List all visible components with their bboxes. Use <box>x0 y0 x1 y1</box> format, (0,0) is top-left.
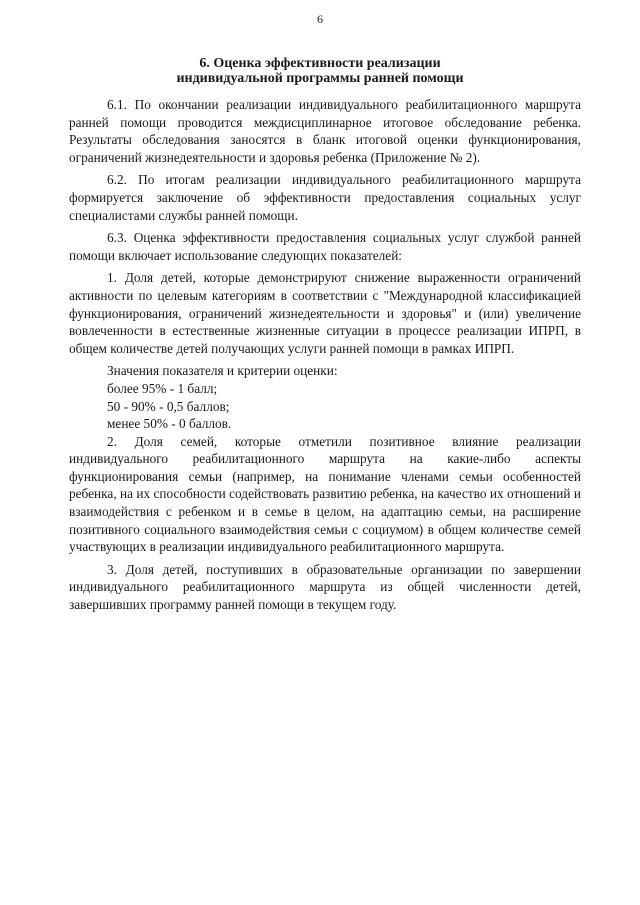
section-title <box>40 56 600 86</box>
indicator-2-paragraph: 2. Доля семей, которые отметили позитивное влияние реализации индивидуального реабилитационного маршрута на какие-либо аспекты функционирования семьи (например, на понимание членами семьи особенностей ребенка, на их способности содействовать развитию ребенка, на качество их отношений и взаимодействия с ребенком и в семье в целом, на адаптацию семьи, на расширение позитивного социального взаимодействия семьи с социумом) в общем количестве семей участвующих в реализации индивидуального реабилитационного маршрута. <box>69 433 581 555</box>
paragraph-6-2: 6.2. По итогам реализации индивидуального реабилитационного маршрута формируется заключение об эффективности предоставления социальных услуг специалистами службы ранней помощи. <box>69 172 581 223</box>
paragraph-6-1: 6.1. По окончании реализации индивидуального реабилитационного маршрута ранней помощи проводится междисциплинарное итоговое обследование ребенка. Результаты обследования заносятся в бланк итоговой оценки функционирования, ограничений жизнедеятельности и здоровья ребенка (Приложение № 2). <box>69 97 581 165</box>
criteria-item-1: более 95% - 1 балл; <box>107 380 218 396</box>
section-body <box>69 96 581 619</box>
paragraph-6-3: 6.3. Оценка эффективности предоставления социальных услуг службой ранней помощи включает использование следующих показателей: <box>69 230 581 263</box>
page-number: 6 <box>317 12 323 26</box>
indicator-3-paragraph: 3. Доля детей, поступивших в образовательные организации по завершении индивидуального реабилитационного маршрута из общей численности детей, завершивших программу ранней помощи в текущем году. <box>69 561 581 613</box>
section-title-line-2: индивидуальной программы ранней помощи <box>176 71 464 86</box>
criteria-heading: Значения показателя и критерии оценки: <box>107 363 338 379</box>
section-title-line-1: 6. Оценка эффективности реализации <box>199 56 441 71</box>
criteria-item-3: менее 50% - 0 баллов. <box>107 416 232 432</box>
criteria-item-2: 50 - 90% - 0,5 баллов; <box>107 398 230 414</box>
indicator-1-paragraph: 1. Доля детей, которые демонстрируют снижение выраженности ограничений активности по целевым категориям в соответствии с "Международной классификацией функционирования, ограничений жизнедеятельности и здоровья" и (или) увеличение вовлеченности в естественные жизненные ситуации в процессе реализации ИПРП, в общем количестве детей получающих услуги ранней помощи в рамках ИПРП. <box>69 270 581 356</box>
